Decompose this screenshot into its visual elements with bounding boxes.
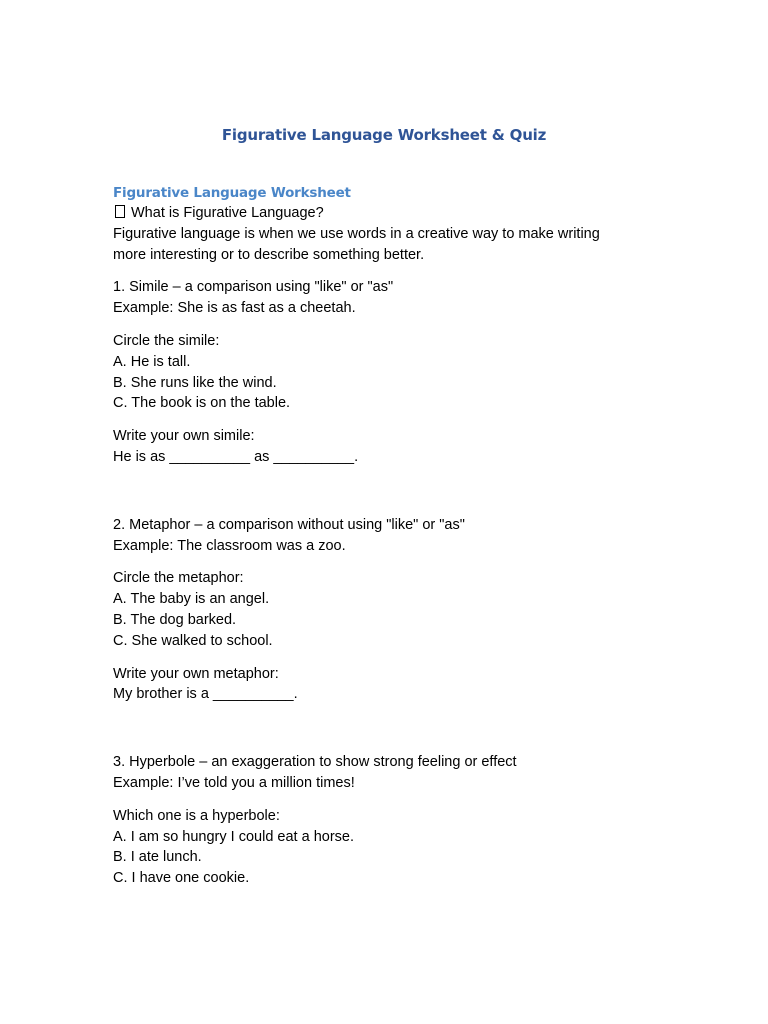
hyperbole-title: 3. Hyperbole – an exaggeration to show strong feeling or effect: [113, 754, 517, 771]
simile-example: Example: She is as fast as a cheetah.: [113, 300, 356, 317]
hyperbole-definition: [113, 752, 673, 794]
intro-paragraph: [113, 203, 673, 265]
simile-definition: [113, 277, 673, 319]
document-body: [113, 183, 673, 901]
metaphor-option-c: C. She walked to school.: [113, 632, 273, 649]
metaphor-write-prompt: Write your own metaphor:: [113, 665, 279, 682]
section-heading: Figurative Language Worksheet: [113, 185, 351, 201]
simile-option-a: A. He is tall.: [113, 353, 191, 370]
hyperbole-option-a: A. I am so hungry I could eat a horse.: [113, 828, 354, 845]
metaphor-definition: [113, 515, 673, 557]
metaphor-option-b: B. The dog barked.: [113, 611, 237, 628]
intro-question: What is Figurative Language?: [131, 205, 324, 221]
simile-write-line: He is as __________ as __________.: [113, 448, 359, 465]
metaphor-example: Example: The classroom was a zoo.: [113, 537, 346, 554]
simile-title: 1. Simile – a comparison using "like" or "as": [113, 279, 394, 296]
intro-question-line: [113, 203, 673, 224]
metaphor-write-line: My brother is a __________.: [113, 686, 298, 703]
simile-quiz-prompt: Circle the simile:: [113, 332, 220, 349]
hyperbole-example: Example: I’ve told you a million times!: [113, 774, 355, 791]
metaphor-quiz-prompt: Circle the metaphor:: [113, 570, 244, 587]
simile-write: [113, 426, 673, 468]
hyperbole-option-c: C. I have one cookie.: [113, 870, 250, 887]
simile-option-b: B. She runs like the wind.: [113, 374, 277, 391]
simile-section: [113, 277, 673, 467]
metaphor-write: [113, 664, 673, 706]
hyperbole-option-b: B. I ate lunch.: [113, 849, 202, 866]
metaphor-quiz: [113, 568, 673, 651]
intro-definition: Figurative language is when we use words in a creative way to make writing more interesting or to describe something better.: [113, 225, 600, 263]
hyperbole-section: [113, 752, 673, 889]
simile-write-prompt: Write your own simile:: [113, 428, 255, 445]
hyperbole-quiz-prompt: Which one is a hyperbole:: [113, 807, 280, 824]
document-title: Figurative Language Worksheet & Quiz: [221, 126, 547, 144]
missing-glyph-icon: [115, 205, 125, 218]
metaphor-section: [113, 515, 673, 705]
metaphor-title: 2. Metaphor – a comparison without using "like" or "as": [113, 516, 465, 533]
simile-option-c: C. The book is on the table.: [113, 395, 291, 412]
simile-quiz: [113, 331, 673, 414]
section-spacer: [113, 480, 673, 515]
metaphor-option-a: A. The baby is an angel.: [113, 591, 270, 608]
section-spacer: [113, 717, 673, 752]
hyperbole-quiz: [113, 806, 673, 889]
